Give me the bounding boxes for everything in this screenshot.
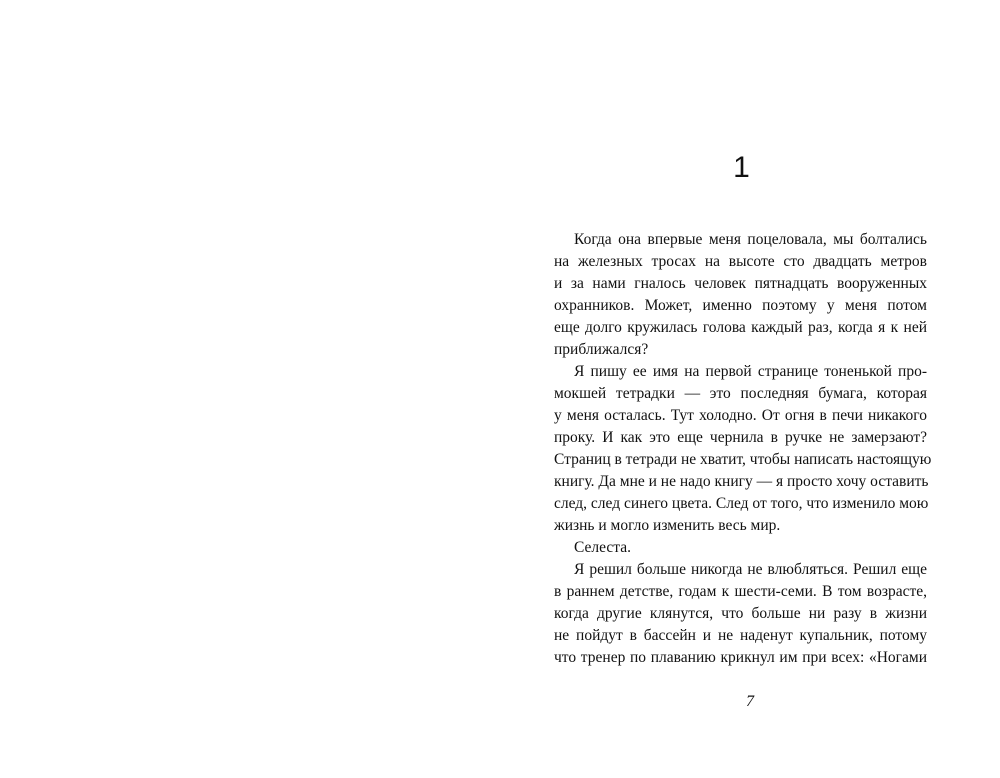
- text-line: Я пишу ее имя на первой странице тоненькой про-: [574, 363, 927, 380]
- text-line: приближался?: [554, 341, 649, 358]
- text-line: и за нами гналось человек пятнадцать вооруженных: [554, 275, 927, 292]
- page-number: 7: [746, 693, 754, 710]
- text-line: Когда она впервые меня поцеловала, мы болтались: [574, 231, 927, 248]
- chapter-body-text: [554, 229, 932, 669]
- text-line: на железных тросах на высоте сто двадцать метров: [554, 253, 927, 270]
- text-line: не пойдут в бассейн и не наденут купальник, потому: [554, 627, 927, 644]
- text-line: проку. И как это еще чернила в ручке не замерзают?: [554, 429, 927, 446]
- text-line: охранников. Может, именно поэтому у меня потом: [554, 297, 927, 314]
- text-line: еще долго кружилась голова каждый раз, когда я к ней: [554, 319, 927, 336]
- text-line: Селеста.: [574, 539, 632, 556]
- text-line: Страниц в тетради не хватит, чтобы написать настоящую: [554, 451, 932, 468]
- right-page: [500, 0, 1000, 778]
- text-line: след, след синего цвета. След от того, что изменило мою: [554, 495, 929, 512]
- text-line: когда другие клянутся, что больше ни разу в жизни: [554, 605, 927, 622]
- text-line: у меня осталась. Тут холодно. От огня в печи никакого: [554, 407, 927, 424]
- text-line: что тренер по плаванию крикнул им при всех: «Ногами: [554, 649, 927, 666]
- text-line: Я решил больше никогда не влюбляться. Решил еще: [574, 561, 927, 578]
- text-line: в раннем детстве, годам к шести-семи. В том возрасте,: [554, 583, 927, 600]
- text-line: книгу. Да мне и не надо книгу — я просто хочу оставить: [554, 473, 929, 490]
- text-line: мокшей тетрадки — это последняя бумага, которая: [554, 385, 927, 402]
- chapter-number: 1: [733, 151, 750, 184]
- text-line: жизнь и могло изменить весь мир.: [554, 517, 781, 534]
